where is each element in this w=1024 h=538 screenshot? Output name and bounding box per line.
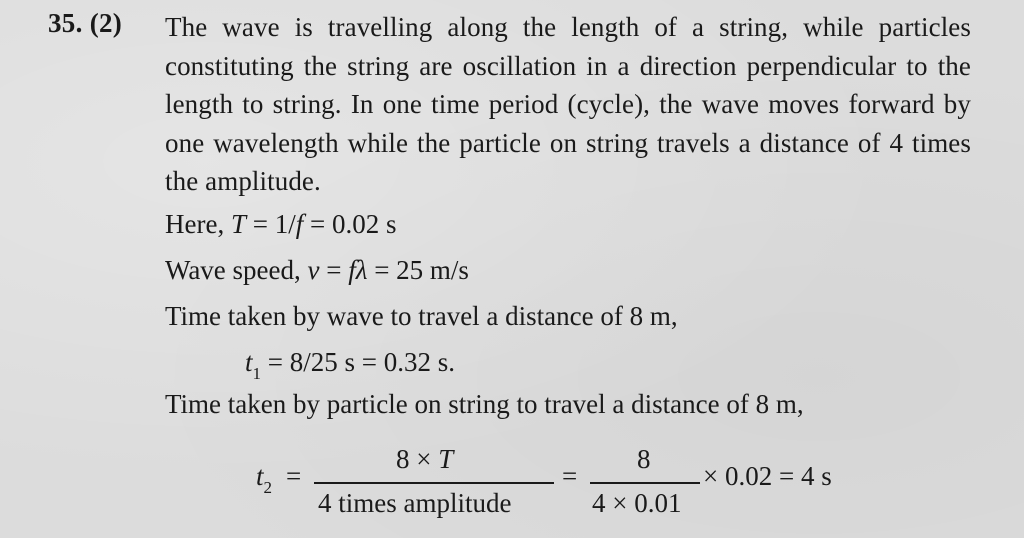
question-number: 35. (2): [48, 8, 123, 38]
f-lambda-symbol: fλ: [348, 255, 368, 285]
period-mid: = 1/: [246, 209, 296, 239]
period-prefix: Here,: [165, 209, 231, 239]
period-symbol: T: [230, 209, 246, 239]
frequency-symbol: f: [295, 209, 304, 239]
t1-symbol: t: [245, 347, 253, 377]
velocity-symbol: v: [307, 255, 320, 285]
time-particle-line: Time taken by particle on string to travel a distance of 8 m,: [165, 389, 804, 419]
t1-subscript: 1: [252, 364, 262, 383]
period-value: = 0.02 s: [303, 209, 397, 239]
t1-value: = 8/25 s = 0.32 s.: [261, 347, 455, 377]
wave-speed-eq: =: [319, 255, 349, 285]
fraction1-num-T: T: [438, 444, 454, 474]
wave-speed-value: = 25 m/s: [367, 255, 469, 285]
t2-symbol-wrap: [256, 461, 273, 497]
wave-speed-prefix: Wave speed,: [165, 255, 308, 285]
equals-sign-2: =: [562, 461, 578, 491]
t1-line: [245, 347, 455, 383]
time-wave-line: Time taken by wave to travel a distance of 8 m,: [165, 301, 678, 331]
answer-paragraph: The wave is travelling along the length of a string, while particles constituting the string are oscillation in a direction perpendicular to the length to string. In one time period (cycle), the wave moves forward by one wavelength while the particle on string travels a distance of 4 times the amplitude.: [165, 12, 971, 196]
t2-symbol: t: [256, 461, 264, 491]
fraction1-denominator: 4 times amplitude: [318, 488, 512, 518]
period-line: [165, 209, 396, 240]
equation-tail: × 0.02 = 4 s: [703, 461, 832, 491]
fraction1-numerator: [396, 444, 453, 475]
t2-equation: [256, 444, 896, 524]
wave-speed-line: [165, 255, 469, 286]
equals-sign-1: =: [286, 461, 302, 491]
fraction2-denominator: 4 × 0.01: [592, 488, 682, 518]
t2-subscript: 2: [263, 478, 273, 497]
fraction2-numerator: 8: [637, 444, 651, 474]
fraction2-bar: [590, 482, 700, 484]
fraction1-num-a: 8 ×: [396, 444, 439, 474]
fraction1-bar: [314, 482, 554, 484]
